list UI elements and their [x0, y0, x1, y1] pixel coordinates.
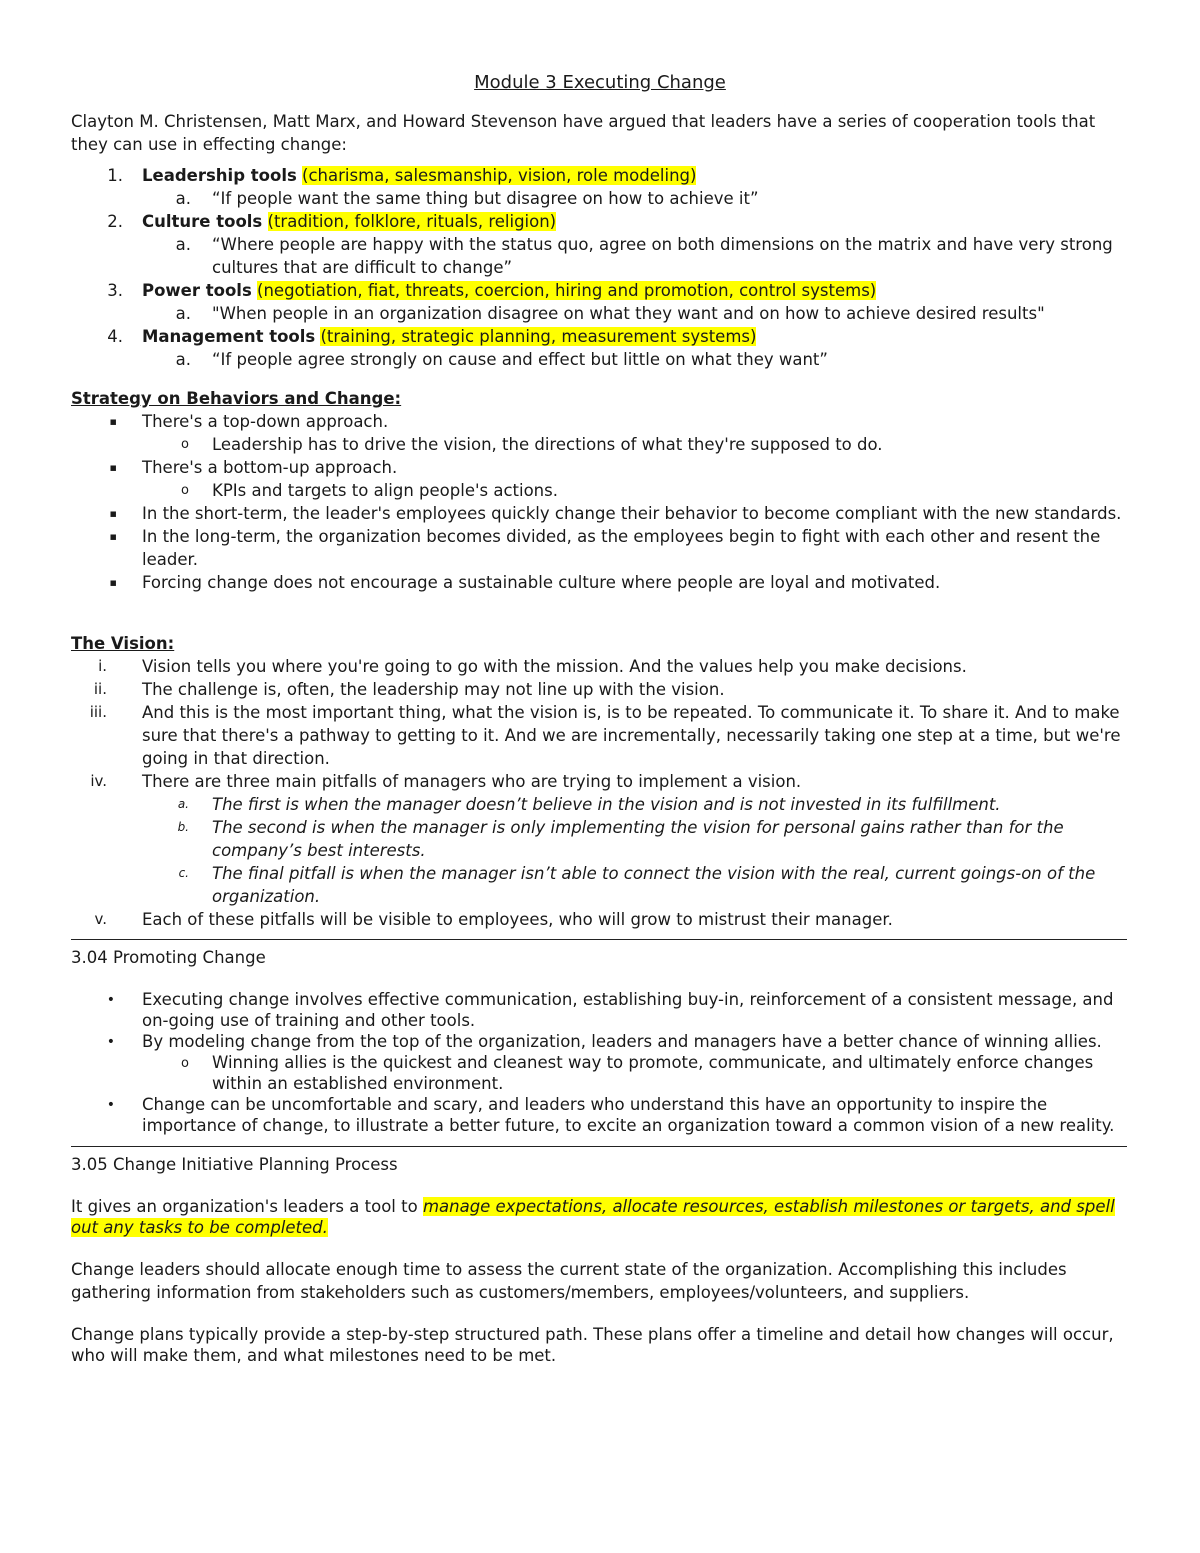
- list-item: o Winning allies is the quickest and cleanest way to promote, communicate, and ultimately enforce changes within an established environment.: [71, 1052, 1129, 1094]
- circle-bullet-icon: o: [181, 1056, 189, 1071]
- tool-name: Culture tools: [142, 212, 263, 231]
- list-letter: a.: [175, 235, 191, 254]
- intro-paragraph: Clayton M. Christensen, Matt Marx, and Howard Stevenson have argued that leaders have a series of cooperation tools that they can use in effecting change:: [71, 112, 1096, 154]
- square-bullet-icon: ▪: [109, 576, 117, 589]
- planning-highlight: manage expectations, allocate resources, establish milestones or targets, and spell out any tasks to be completed.: [71, 1197, 1115, 1237]
- list-item: [71, 164, 1129, 187]
- tool-quote: "When people in an organization disagree on what they want and on how to achieve desired results": [212, 304, 1045, 323]
- tool-examples-highlight: (charisma, salesmanship, vision, role modeling): [302, 166, 697, 185]
- list-letter: a.: [175, 304, 191, 323]
- list-item: iii. And this is the most important thing, what the vision is, is to be repeated. To communicate it. To share it. And to make sure that there's a pathway to getting to it. And we are incrementally, necessarily taking one step at a time, but we're going in that direction.: [71, 701, 1129, 770]
- tool-quote: “If people want the same thing but disagree on how to achieve it”: [212, 189, 759, 208]
- roman-numeral: iv.: [90, 772, 107, 790]
- roman-numeral: iii.: [89, 703, 107, 721]
- document-page: [71, 70, 1129, 1366]
- square-bullet-icon: ▪: [109, 530, 117, 543]
- list-number: 2.: [107, 212, 123, 231]
- bullet-icon: •: [106, 1097, 115, 1113]
- tool-examples-highlight: (negotiation, fiat, threats, coercion, hiring and promotion, control systems): [257, 281, 877, 300]
- list-item: [71, 187, 1129, 210]
- list-item: o Leadership has to drive the vision, the directions of what they're supposed to do.: [71, 433, 1129, 456]
- circle-bullet-icon: o: [181, 437, 189, 452]
- list-number: 4.: [107, 327, 123, 346]
- bullet-icon: •: [106, 1034, 115, 1050]
- circle-bullet-icon: o: [181, 483, 189, 498]
- tool-quote: “If people agree strongly on cause and effect but little on what they want”: [212, 350, 828, 369]
- list-item: [71, 302, 1129, 325]
- list-item: ▪ Forcing change does not encourage a sustainable culture where people are loyal and motivated.: [71, 571, 1129, 594]
- planning-paragraph-2: Change leaders should allocate enough time to assess the current state of the organization. Accomplishing this includes gathering information from stakeholders such as customers/members, employees/volunteers, and suppliers.: [71, 1260, 1067, 1302]
- list-item: • Executing change involves effective communication, establishing buy-in, reinforcement of a consistent message, and on-going use of training and other tools.: [71, 989, 1129, 1031]
- list-item: • Change can be uncomfortable and scary, and leaders who understand this have an opportunity to inspire the importance of change, to illustrate a better future, to excite an organization toward a common vision of a new reality.: [71, 1094, 1129, 1136]
- list-item: a. The first is when the manager doesn’t believe in the vision and is not invested in its fulfillment.: [71, 793, 1129, 816]
- list-item: ii. The challenge is, often, the leadership may not line up with the vision.: [71, 678, 1129, 701]
- planning-title: 3.05 Change Initiative Planning Process: [71, 1155, 398, 1174]
- list-item: [71, 325, 1129, 348]
- list-item: v. Each of these pitfalls will be visible to employees, who will grow to mistrust their manager.: [71, 908, 1129, 931]
- list-item: iv. There are three main pitfalls of managers who are trying to implement a vision.: [71, 770, 1129, 793]
- list-item: o KPIs and targets to align people's actions.: [71, 479, 1129, 502]
- list-number: 3.: [107, 281, 123, 300]
- list-item: [71, 233, 1129, 279]
- list-item: [71, 279, 1129, 302]
- list-letter: a.: [177, 797, 189, 811]
- tool-quote: “Where people are happy with the status quo, agree on both dimensions on the matrix and have very strong cultures that are difficult to change”: [212, 235, 1113, 277]
- square-bullet-icon: ▪: [109, 507, 117, 520]
- list-item: i. Vision tells you where you're going to go with the mission. And the values help you make decisions.: [71, 655, 1129, 678]
- vision-heading: The Vision:: [71, 634, 175, 653]
- roman-numeral: v.: [94, 910, 107, 928]
- list-item: ▪ In the long-term, the organization becomes divided, as the employees begin to fight with each other and resent the leader.: [71, 525, 1129, 571]
- strategy-list: [71, 410, 1129, 594]
- tool-name: Management tools: [142, 327, 316, 346]
- document-title: Module 3 Executing Change: [474, 72, 726, 93]
- tool-examples-highlight: (tradition, folklore, rituals, religion): [267, 212, 557, 231]
- square-bullet-icon: ▪: [109, 461, 117, 474]
- list-number: 1.: [107, 166, 123, 185]
- planning-paragraph-3: Change plans typically provide a step-by-step structured path. These plans offer a timeline and detail how changes will occur, who will make them, and what milestones need to be met.: [71, 1325, 1114, 1365]
- list-item: ▪ There's a top-down approach.: [71, 410, 1129, 433]
- promoting-list: [71, 989, 1129, 1136]
- tool-examples-highlight: (training, strategic planning, measurement systems): [320, 327, 757, 346]
- vision-list: [71, 655, 1129, 931]
- list-letter: a.: [175, 350, 191, 369]
- section-divider: [71, 939, 1127, 940]
- tool-name: Power tools: [142, 281, 252, 300]
- list-letter: b.: [177, 820, 189, 834]
- roman-numeral: i.: [98, 657, 107, 675]
- list-item: • By modeling change from the top of the organization, leaders and managers have a better chance of winning allies.: [71, 1031, 1129, 1052]
- promoting-title: 3.04 Promoting Change: [71, 948, 266, 967]
- list-item: ▪ In the short-term, the leader's employees quickly change their behavior to become compliant with the new standards.: [71, 502, 1129, 525]
- bullet-icon: •: [106, 992, 115, 1008]
- square-bullet-icon: ▪: [109, 415, 117, 428]
- list-letter: c.: [178, 866, 189, 880]
- list-item: c. The final pitfall is when the manager isn’t able to connect the vision with the real, current goings-on of the organization.: [71, 862, 1129, 908]
- strategy-heading: Strategy on Behaviors and Change:: [71, 389, 402, 408]
- tools-list: [71, 164, 1129, 371]
- list-letter: a.: [175, 189, 191, 208]
- planning-paragraph-1: It gives an organization's leaders a tool to manage expectations, allocate resources, establish milestones or targets, and spell out any tasks to be completed.: [71, 1197, 1115, 1237]
- tool-name: Leadership tools: [142, 166, 297, 185]
- roman-numeral: ii.: [93, 680, 107, 698]
- section-divider: [71, 1146, 1127, 1147]
- list-item: b. The second is when the manager is only implementing the vision for personal gains rather than for the company’s best interests.: [71, 816, 1129, 862]
- list-item: [71, 210, 1129, 233]
- list-item: ▪ There's a bottom-up approach.: [71, 456, 1129, 479]
- list-item: [71, 348, 1129, 371]
